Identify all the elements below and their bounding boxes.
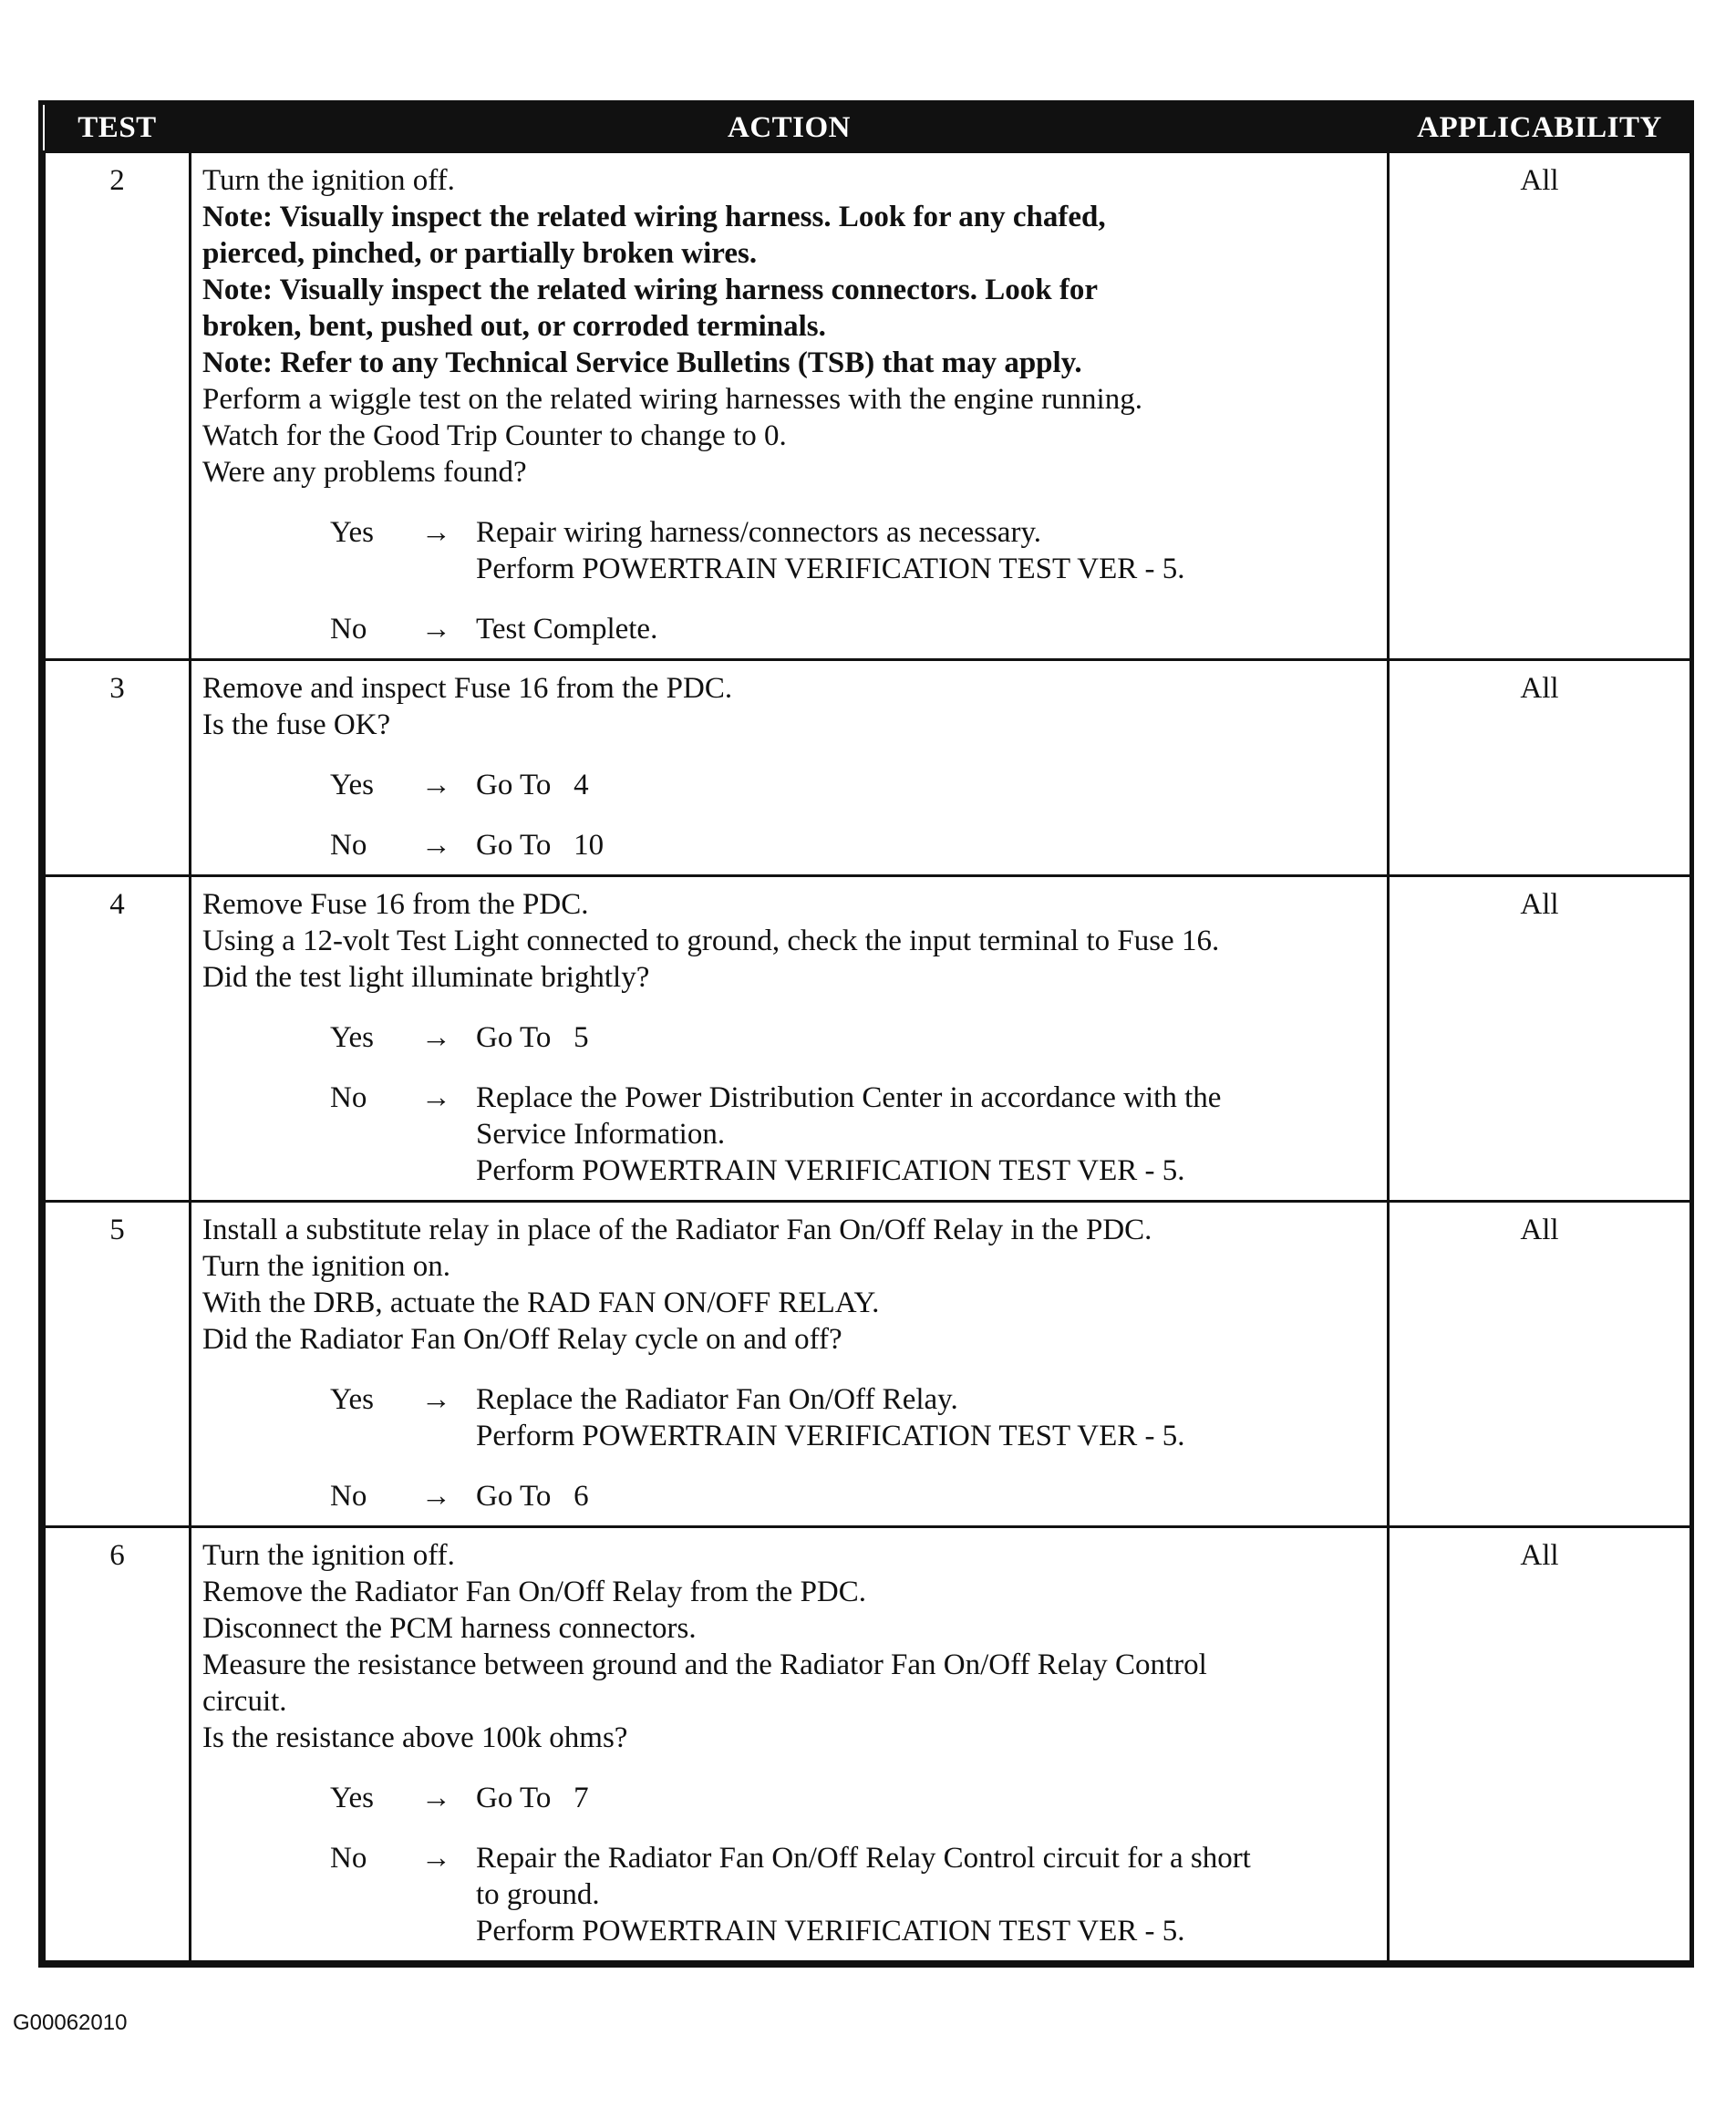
applicability-cell: All: [1389, 152, 1691, 660]
test-number: 3: [45, 660, 191, 876]
arrow-icon: →: [421, 769, 451, 801]
result-line: Perform POWERTRAIN VERIFICATION TEST VER - 5.: [476, 1154, 1185, 1187]
test-number: 4: [45, 876, 191, 1202]
test-number: 6: [45, 1527, 191, 1962]
result-line: Service Information.: [476, 1118, 726, 1151]
arrow-icon: →: [421, 1081, 451, 1114]
branch-label: Yes: [330, 1383, 375, 1416]
branch-result: [476, 1080, 1378, 1189]
decision-branch: [202, 611, 1378, 647]
branch-label: Yes: [330, 769, 375, 801]
arrow-icon: →: [421, 613, 451, 646]
test-number: 5: [45, 1202, 191, 1527]
result-line: Replace the Radiator Fan On/Off Relay.: [476, 1383, 958, 1416]
branch-label: No: [330, 1480, 367, 1513]
header-applicability: APPLICABILITY: [1389, 105, 1691, 152]
applicability-cell: All: [1389, 876, 1691, 1202]
decision-branch: [202, 1478, 1378, 1514]
decision-branch: [202, 1381, 1378, 1454]
arrow-icon: →: [421, 1782, 451, 1814]
header-action: ACTION: [191, 105, 1389, 152]
arrow-icon: →: [421, 1842, 451, 1875]
action-cell: [191, 1202, 1389, 1527]
action-line: Is the resistance above 100k ohms?: [202, 1721, 628, 1754]
applicability-cell: All: [1389, 1527, 1691, 1962]
diagnostic-test-table: [38, 100, 1694, 1968]
action-cell: [191, 660, 1389, 876]
arrow-icon: →: [421, 829, 451, 862]
action-note: pierced, pinched, or partially broken wires.: [202, 237, 758, 270]
action-line: Is the fuse OK?: [202, 708, 391, 741]
action-line: Were any problems found?: [202, 456, 527, 489]
arrow-icon: →: [421, 1383, 451, 1416]
action-note: Note: Refer to any Technical Service Bulletins (TSB) that may apply.: [202, 346, 1082, 379]
result-line: Perform POWERTRAIN VERIFICATION TEST VER - 5.: [476, 1915, 1185, 1948]
action-line: Turn the ignition off.: [202, 164, 455, 197]
decision-branch: [202, 1780, 1378, 1816]
header-row: [45, 105, 1691, 152]
test-table: [43, 105, 1692, 1963]
result-line: Repair the Radiator Fan On/Off Relay Control circuit for a short: [476, 1842, 1251, 1875]
action-line: circuit.: [202, 1685, 287, 1718]
result-line: Replace the Power Distribution Center in accordance with the: [476, 1081, 1222, 1114]
action-line: Turn the ignition off.: [202, 1539, 455, 1572]
action-line: Measure the resistance between ground and the Radiator Fan On/Off Relay Control: [202, 1648, 1207, 1681]
branch-result: [476, 514, 1378, 587]
action-cell: [191, 152, 1389, 660]
branch-label: Yes: [330, 1782, 375, 1814]
result-line: Go To 4: [476, 769, 589, 801]
header-test: TEST: [45, 105, 191, 152]
action-line: Did the test light illuminate brightly?: [202, 961, 650, 994]
branch-label: No: [330, 613, 367, 646]
decision-branch: [202, 827, 1378, 863]
branch-label: Yes: [330, 516, 375, 549]
table-row: [45, 1527, 1691, 1962]
branch-result: [476, 1840, 1378, 1949]
table-row: [45, 660, 1691, 876]
result-line: to ground.: [476, 1878, 600, 1911]
arrow-icon: →: [421, 516, 451, 549]
table-row: [45, 152, 1691, 660]
branch-result: [476, 611, 1378, 647]
arrow-icon: →: [421, 1480, 451, 1513]
branch-result: [476, 1381, 1378, 1454]
table-row: [45, 876, 1691, 1202]
result-line: Go To 6: [476, 1480, 589, 1513]
result-line: Perform POWERTRAIN VERIFICATION TEST VER - 5.: [476, 1420, 1185, 1452]
result-line: Go To 10: [476, 829, 604, 862]
action-line: With the DRB, actuate the RAD FAN ON/OFF RELAY.: [202, 1286, 880, 1319]
action-line: Watch for the Good Trip Counter to change to 0.: [202, 419, 787, 452]
decision-branch: [202, 1840, 1378, 1949]
decision-branch: [202, 767, 1378, 803]
action-note: Note: Visually inspect the related wiring harness. Look for any chafed,: [202, 201, 1106, 233]
result-line: Perform POWERTRAIN VERIFICATION TEST VER - 5.: [476, 553, 1185, 585]
branch-label: No: [330, 1081, 367, 1114]
test-number: 2: [45, 152, 191, 660]
result-line: Go To 5: [476, 1021, 589, 1054]
arrow-icon: →: [421, 1021, 451, 1054]
branch-result: [476, 767, 1378, 803]
action-line: Remove and inspect Fuse 16 from the PDC.: [202, 672, 733, 705]
action-line: Using a 12-volt Test Light connected to ground, check the input terminal to Fuse 16.: [202, 925, 1220, 957]
branch-result: [476, 827, 1378, 863]
action-line: Perform a wiggle test on the related wiring harnesses with the engine running.: [202, 383, 1142, 416]
result-line: Test Complete.: [476, 613, 658, 646]
result-line: Go To 7: [476, 1782, 589, 1814]
decision-branch: [202, 1080, 1378, 1189]
action-note: broken, bent, pushed out, or corroded terminals.: [202, 310, 826, 343]
action-cell: [191, 1527, 1389, 1962]
branch-label: No: [330, 1842, 367, 1875]
action-line: Did the Radiator Fan On/Off Relay cycle on and off?: [202, 1323, 842, 1356]
branch-label: No: [330, 829, 367, 862]
action-line: Remove Fuse 16 from the PDC.: [202, 888, 589, 921]
action-cell: [191, 876, 1389, 1202]
applicability-cell: All: [1389, 1202, 1691, 1527]
result-line: Repair wiring harness/connectors as necessary.: [476, 516, 1042, 549]
figure-id: G00062010: [13, 2010, 128, 2035]
decision-branch: [202, 1019, 1378, 1056]
action-note: Note: Visually inspect the related wiring harness connectors. Look for: [202, 274, 1098, 306]
branch-result: [476, 1019, 1378, 1056]
action-line: Disconnect the PCM harness connectors.: [202, 1612, 697, 1645]
action-line: Install a substitute relay in place of the Radiator Fan On/Off Relay in the PDC.: [202, 1214, 1152, 1246]
table-row: [45, 1202, 1691, 1527]
applicability-cell: All: [1389, 660, 1691, 876]
action-line: Turn the ignition on.: [202, 1250, 450, 1283]
decision-branch: [202, 514, 1378, 587]
branch-label: Yes: [330, 1021, 375, 1054]
branch-result: [476, 1478, 1378, 1514]
branch-result: [476, 1780, 1378, 1816]
action-line: Remove the Radiator Fan On/Off Relay from the PDC.: [202, 1576, 867, 1608]
